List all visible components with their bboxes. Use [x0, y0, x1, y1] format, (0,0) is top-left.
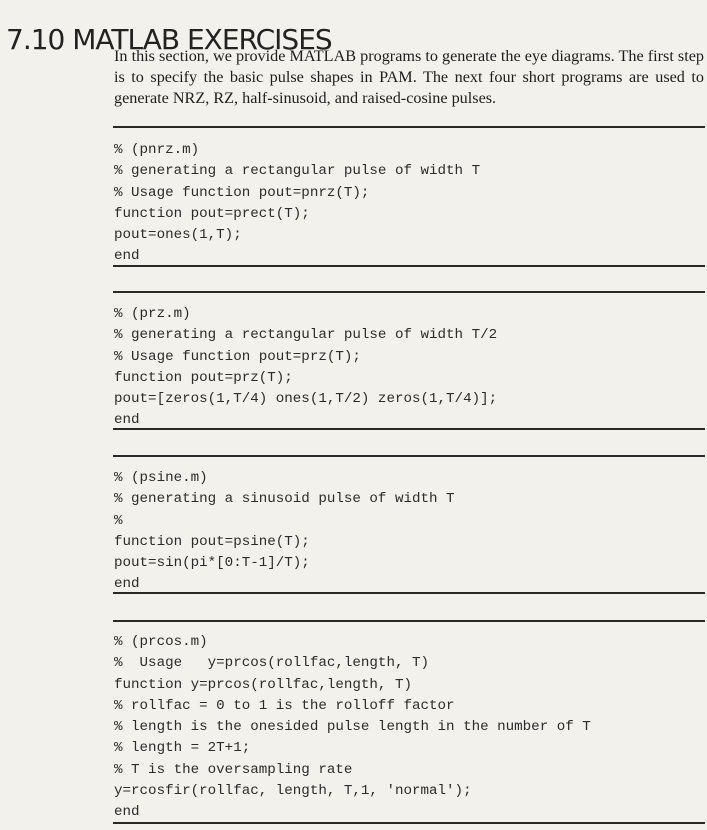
- code-line: % T is the oversampling rate: [114, 761, 353, 778]
- section-title: 7.10 MATLAB EXERCISES: [6, 22, 332, 56]
- code-line: % rollfac = 0 to 1 is the rolloff factor: [114, 697, 455, 714]
- code-line: end: [114, 248, 140, 265]
- code-line: % generating a rectangular pulse of width T/2: [114, 327, 498, 344]
- code-line: % Usage function pout=pnrz(T);: [114, 184, 370, 201]
- code-block-prcos: [114, 632, 591, 824]
- code-line: % generating a rectangular pulse of width T: [114, 163, 481, 180]
- code-line: % (psine.m): [114, 470, 208, 486]
- rule-divider: [113, 620, 705, 622]
- code-block-psine: [114, 468, 455, 596]
- code-line: function y=prcos(rollfac,length, T): [114, 676, 412, 693]
- code-line: end: [114, 576, 140, 593]
- code-line: % (prcos.m): [114, 634, 208, 650]
- code-line: function pout=prect(T);: [114, 205, 310, 222]
- code-line: % Usage y=prcos(rollfac,length, T): [114, 655, 430, 672]
- code-line: % Usage function pout=prz(T);: [114, 348, 361, 365]
- rule-divider: [113, 428, 705, 430]
- rule-divider: [113, 126, 705, 128]
- rule-divider: [113, 455, 705, 457]
- code-line: pout=[zeros(1,T/4) ones(1,T/2) zeros(1,T/4)];: [114, 391, 498, 408]
- rule-divider: [113, 592, 705, 594]
- code-line: pout=sin(pi*[0:T-1]/T);: [114, 555, 310, 572]
- code-line: %: [114, 512, 123, 529]
- rule-divider: [113, 265, 705, 267]
- code-line: % length = 2T+1;: [114, 740, 251, 757]
- code-line: function pout=psine(T);: [114, 533, 310, 550]
- code-line: % (pnrz.m): [114, 142, 200, 158]
- code-line: % length is the onesided pulse length in the number of T: [114, 719, 591, 736]
- code-block-pnrz: [114, 140, 480, 268]
- code-line: end: [114, 412, 140, 429]
- code-block-prz: [114, 304, 497, 432]
- code-line: function pout=prz(T);: [114, 369, 293, 386]
- rule-divider: [113, 291, 705, 293]
- code-line: % generating a sinusoid pulse of width T: [114, 491, 455, 508]
- code-line: y=rcosfir(rollfac, length, T,1, 'normal');: [114, 783, 472, 800]
- rule-divider: [113, 822, 705, 824]
- intro-paragraph: In this section, we provide MATLAB programs to generate the eye diagrams. The first step is to specify the basic pulse shapes in PAM. The next four short programs are used to generate NRZ, RZ, half-sinusoid, and raised-cosine pulses.: [114, 47, 704, 107]
- code-line: end: [114, 804, 140, 821]
- code-line: % (prz.m): [114, 306, 191, 322]
- code-line: pout=ones(1,T);: [114, 227, 242, 244]
